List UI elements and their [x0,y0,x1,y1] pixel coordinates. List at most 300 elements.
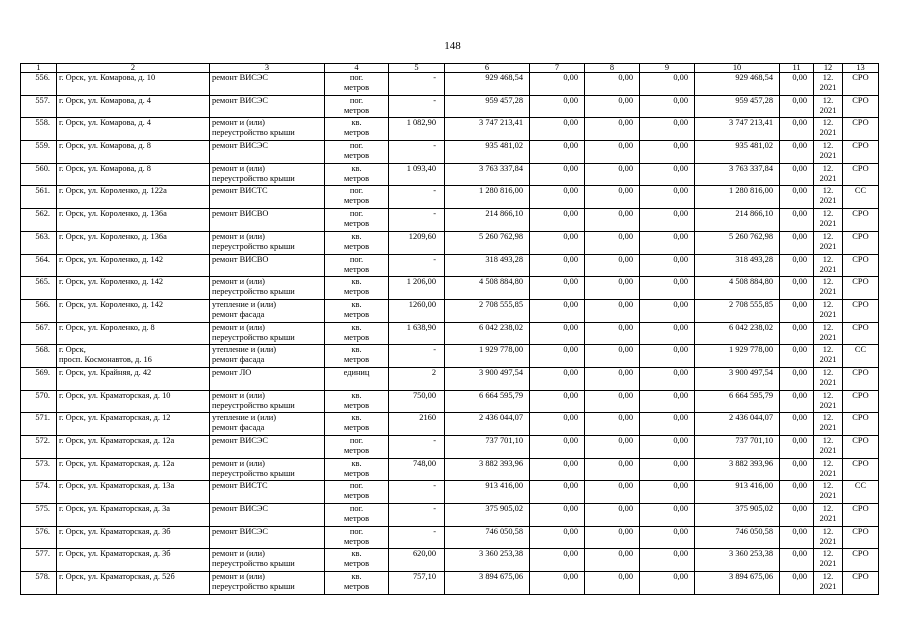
source-cell: СРО [843,254,879,277]
cost-cell-10: 375 905,02 [695,504,780,527]
fund-cell-7: 0,00 [530,504,585,527]
quantity-cell: 1 638,90 [389,322,445,345]
address-cell: г. Орск, ул. Комарова, д. 4 [57,95,210,118]
work-type-cell: ремонт ВИСЭС [210,73,325,96]
fund-cell-8: 0,00 [585,299,640,322]
source-cell: СРО [843,367,879,390]
fund-cell-7: 0,00 [530,345,585,368]
fund-cell-7: 0,00 [530,572,585,595]
fund-cell-7: 0,00 [530,322,585,345]
table-row [21,95,879,118]
row-number: 560. [21,163,57,186]
fund-cell-8: 0,00 [585,141,640,164]
table-row [21,254,879,277]
row-number: 571. [21,413,57,436]
table-row [21,526,879,549]
date-cell: 12. 2021 [814,163,843,186]
cost-cell-11: 0,00 [780,481,814,504]
fund-cell-9: 0,00 [640,299,695,322]
date-cell: 12. 2021 [814,322,843,345]
fund-cell-7: 0,00 [530,390,585,413]
fund-cell-8: 0,00 [585,413,640,436]
source-cell: СРО [843,504,879,527]
unit-cell: кв. метров [325,322,389,345]
source-cell: СРО [843,458,879,481]
column-header-9: 9 [640,64,695,73]
cost-cell-11: 0,00 [780,526,814,549]
quantity-cell: - [389,254,445,277]
unit-cell: пог. метров [325,141,389,164]
fund-cell-7: 0,00 [530,163,585,186]
row-number: 577. [21,549,57,572]
total-cost-cell: 746 050,58 [445,526,530,549]
date-cell: 12. 2021 [814,413,843,436]
unit-cell: кв. метров [325,413,389,436]
cost-cell-11: 0,00 [780,73,814,96]
row-number: 556. [21,73,57,96]
total-cost-cell: 4 508 884,80 [445,277,530,300]
row-number: 575. [21,504,57,527]
quantity-cell: 1 206,00 [389,277,445,300]
total-cost-cell: 5 260 762,98 [445,231,530,254]
quantity-cell: - [389,504,445,527]
fund-cell-9: 0,00 [640,73,695,96]
date-cell: 12. 2021 [814,73,843,96]
quantity-cell: - [389,481,445,504]
column-header-4: 4 [325,64,389,73]
fund-cell-7: 0,00 [530,73,585,96]
cost-cell-11: 0,00 [780,118,814,141]
table-row [21,390,879,413]
address-cell: г. Орск, ул. Крайняя, д. 42 [57,367,210,390]
quantity-cell: - [389,436,445,459]
row-number: 578. [21,572,57,595]
column-header-6: 6 [445,64,530,73]
table-row [21,277,879,300]
total-cost-cell: 1 280 816,00 [445,186,530,209]
date-cell: 12. 2021 [814,299,843,322]
cost-cell-11: 0,00 [780,504,814,527]
row-number: 574. [21,481,57,504]
row-number: 558. [21,118,57,141]
total-cost-cell: 3 882 393,96 [445,458,530,481]
row-number: 562. [21,209,57,232]
quantity-cell: - [389,345,445,368]
cost-cell-11: 0,00 [780,549,814,572]
address-cell: г. Орск, ул. Краматорская, д. 3б [57,549,210,572]
total-cost-cell: 935 481,02 [445,141,530,164]
work-type-cell: утепление и (или) ремонт фасада [210,345,325,368]
table-row [21,322,879,345]
work-type-cell: ремонт ВИСТС [210,481,325,504]
address-cell: г. Орск, ул. Краматорская, д. 12 [57,413,210,436]
table-row [21,504,879,527]
table-row [21,186,879,209]
unit-cell: кв. метров [325,231,389,254]
fund-cell-9: 0,00 [640,231,695,254]
cost-cell-11: 0,00 [780,390,814,413]
row-number: 561. [21,186,57,209]
cost-cell-11: 0,00 [780,163,814,186]
fund-cell-7: 0,00 [530,254,585,277]
fund-cell-9: 0,00 [640,322,695,345]
cost-cell-11: 0,00 [780,572,814,595]
cost-cell-10: 3 763 337,84 [695,163,780,186]
work-type-cell: утепление и (или) ремонт фасада [210,413,325,436]
table-row [21,209,879,232]
date-cell: 12. 2021 [814,549,843,572]
fund-cell-8: 0,00 [585,458,640,481]
fund-cell-9: 0,00 [640,254,695,277]
fund-cell-9: 0,00 [640,481,695,504]
fund-cell-8: 0,00 [585,526,640,549]
work-type-cell: ремонт ЛО [210,367,325,390]
row-number: 557. [21,95,57,118]
row-number: 567. [21,322,57,345]
work-type-cell: ремонт и (или) переустройство крыши [210,231,325,254]
address-cell: г. Орск, ул. Краматорская, д. 3б [57,526,210,549]
fund-cell-9: 0,00 [640,413,695,436]
total-cost-cell: 1 929 778,00 [445,345,530,368]
quantity-cell: 2 [389,367,445,390]
fund-cell-9: 0,00 [640,277,695,300]
column-header-5: 5 [389,64,445,73]
fund-cell-7: 0,00 [530,299,585,322]
source-cell: СРО [843,141,879,164]
cost-cell-11: 0,00 [780,458,814,481]
fund-cell-9: 0,00 [640,141,695,164]
work-type-cell: ремонт ВИСЭС [210,141,325,164]
work-type-cell: ремонт и (или) переустройство крыши [210,458,325,481]
cost-cell-10: 3 747 213,41 [695,118,780,141]
address-cell: г. Орск, ул. Короленко, д. 122а [57,186,210,209]
fund-cell-9: 0,00 [640,163,695,186]
quantity-cell: - [389,526,445,549]
quantity-cell: - [389,141,445,164]
address-cell: г. Орск, ул. Короленко, д. 136а [57,209,210,232]
total-cost-cell: 2 436 044,07 [445,413,530,436]
table-row [21,572,879,595]
unit-cell: кв. метров [325,572,389,595]
quantity-cell: 748,00 [389,458,445,481]
work-type-cell: ремонт и (или) переустройство крыши [210,322,325,345]
fund-cell-8: 0,00 [585,322,640,345]
source-cell: СС [843,481,879,504]
fund-cell-7: 0,00 [530,549,585,572]
row-number: 564. [21,254,57,277]
cost-cell-10: 746 050,58 [695,526,780,549]
quantity-cell: 1 093,40 [389,163,445,186]
works-table [20,63,879,595]
unit-cell: кв. метров [325,549,389,572]
table-row [21,481,879,504]
fund-cell-9: 0,00 [640,367,695,390]
work-type-cell: ремонт и (или) переустройство крыши [210,390,325,413]
total-cost-cell: 318 493,28 [445,254,530,277]
unit-cell: пог. метров [325,209,389,232]
cost-cell-10: 3 900 497,54 [695,367,780,390]
table-row [21,367,879,390]
date-cell: 12. 2021 [814,436,843,459]
table-row [21,413,879,436]
fund-cell-8: 0,00 [585,549,640,572]
unit-cell: кв. метров [325,163,389,186]
cost-cell-10: 2 436 044,07 [695,413,780,436]
cost-cell-10: 737 701,10 [695,436,780,459]
row-number: 570. [21,390,57,413]
row-number: 569. [21,367,57,390]
work-type-cell: ремонт и (или) переустройство крыши [210,549,325,572]
column-header-8: 8 [585,64,640,73]
address-cell: г. Орск, ул. Комарова, д. 8 [57,163,210,186]
cost-cell-10: 318 493,28 [695,254,780,277]
fund-cell-8: 0,00 [585,390,640,413]
table-row [21,436,879,459]
total-cost-cell: 913 416,00 [445,481,530,504]
date-cell: 12. 2021 [814,118,843,141]
fund-cell-8: 0,00 [585,209,640,232]
fund-cell-7: 0,00 [530,277,585,300]
cost-cell-11: 0,00 [780,231,814,254]
fund-cell-7: 0,00 [530,231,585,254]
fund-cell-8: 0,00 [585,186,640,209]
work-type-cell: ремонт ВИСЭС [210,504,325,527]
address-cell: г. Орск, ул. Комарова, д. 10 [57,73,210,96]
quantity-cell: - [389,95,445,118]
row-number: 559. [21,141,57,164]
cost-cell-10: 959 457,28 [695,95,780,118]
work-type-cell: ремонт и (или) переустройство крыши [210,277,325,300]
fund-cell-7: 0,00 [530,458,585,481]
column-header-12: 12 [814,64,843,73]
cost-cell-10: 929 468,54 [695,73,780,96]
cost-cell-10: 1 929 778,00 [695,345,780,368]
total-cost-cell: 737 701,10 [445,436,530,459]
work-type-cell: ремонт и (или) переустройство крыши [210,572,325,595]
quantity-cell: 1260,00 [389,299,445,322]
table-row [21,458,879,481]
cost-cell-11: 0,00 [780,322,814,345]
fund-cell-8: 0,00 [585,277,640,300]
fund-cell-7: 0,00 [530,209,585,232]
address-cell: г. Орск, ул. Краматорская, д. 10 [57,390,210,413]
total-cost-cell: 3 900 497,54 [445,367,530,390]
fund-cell-8: 0,00 [585,118,640,141]
fund-cell-7: 0,00 [530,95,585,118]
cost-cell-11: 0,00 [780,141,814,164]
date-cell: 12. 2021 [814,390,843,413]
total-cost-cell: 214 866,10 [445,209,530,232]
total-cost-cell: 3 894 675,06 [445,572,530,595]
fund-cell-7: 0,00 [530,413,585,436]
unit-cell: пог. метров [325,254,389,277]
work-type-cell: ремонт ВИСЭС [210,95,325,118]
fund-cell-8: 0,00 [585,254,640,277]
fund-cell-7: 0,00 [530,367,585,390]
unit-cell: кв. метров [325,345,389,368]
total-cost-cell: 3 763 337,84 [445,163,530,186]
quantity-cell: - [389,73,445,96]
date-cell: 12. 2021 [814,572,843,595]
address-cell: г. Орск, ул. Краматорская, д. 13а [57,481,210,504]
fund-cell-9: 0,00 [640,390,695,413]
date-cell: 12. 2021 [814,345,843,368]
row-number: 573. [21,458,57,481]
work-type-cell: ремонт ВИСТС [210,186,325,209]
total-cost-cell: 375 905,02 [445,504,530,527]
quantity-cell: 1 082,90 [389,118,445,141]
work-type-cell: ремонт ВИСВО [210,254,325,277]
column-header-2: 2 [57,64,210,73]
fund-cell-8: 0,00 [585,95,640,118]
fund-cell-7: 0,00 [530,118,585,141]
source-cell: СС [843,345,879,368]
column-header-10: 10 [695,64,780,73]
date-cell: 12. 2021 [814,141,843,164]
fund-cell-7: 0,00 [530,186,585,209]
fund-cell-9: 0,00 [640,572,695,595]
unit-cell: пог. метров [325,436,389,459]
source-cell: СРО [843,118,879,141]
source-cell: СРО [843,231,879,254]
fund-cell-9: 0,00 [640,549,695,572]
cost-cell-11: 0,00 [780,436,814,459]
cost-cell-11: 0,00 [780,186,814,209]
table-row [21,231,879,254]
fund-cell-7: 0,00 [530,436,585,459]
source-cell: СРО [843,436,879,459]
column-header-11: 11 [780,64,814,73]
cost-cell-11: 0,00 [780,299,814,322]
fund-cell-9: 0,00 [640,458,695,481]
source-cell: СРО [843,163,879,186]
source-cell: СРО [843,549,879,572]
cost-cell-11: 0,00 [780,367,814,390]
date-cell: 12. 2021 [814,254,843,277]
unit-cell: кв. метров [325,390,389,413]
source-cell: СРО [843,413,879,436]
cost-cell-10: 913 416,00 [695,481,780,504]
work-type-cell: ремонт и (или) переустройство крыши [210,163,325,186]
fund-cell-8: 0,00 [585,73,640,96]
address-cell: г. Орск, ул. Краматорская, д. 12а [57,458,210,481]
column-header-13: 13 [843,64,879,73]
row-number: 563. [21,231,57,254]
source-cell: СРО [843,390,879,413]
fund-cell-9: 0,00 [640,209,695,232]
unit-cell: пог. метров [325,481,389,504]
cost-cell-10: 6 042 238,02 [695,322,780,345]
cost-cell-11: 0,00 [780,413,814,436]
date-cell: 12. 2021 [814,504,843,527]
address-cell: г. Орск, ул. Короленко, д. 142 [57,254,210,277]
table-row [21,299,879,322]
fund-cell-7: 0,00 [530,141,585,164]
total-cost-cell: 3 747 213,41 [445,118,530,141]
unit-cell: кв. метров [325,277,389,300]
fund-cell-8: 0,00 [585,572,640,595]
fund-cell-8: 0,00 [585,504,640,527]
unit-cell: пог. метров [325,95,389,118]
column-number-row [21,64,879,73]
cost-cell-11: 0,00 [780,254,814,277]
column-header-7: 7 [530,64,585,73]
cost-cell-10: 1 280 816,00 [695,186,780,209]
unit-cell: пог. метров [325,504,389,527]
fund-cell-8: 0,00 [585,481,640,504]
unit-cell: единиц [325,367,389,390]
source-cell: СРО [843,95,879,118]
cost-cell-10: 6 664 595,79 [695,390,780,413]
date-cell: 12. 2021 [814,481,843,504]
cost-cell-10: 4 508 884,80 [695,277,780,300]
table-body [21,73,879,595]
quantity-cell: - [389,186,445,209]
total-cost-cell: 6 664 595,79 [445,390,530,413]
row-number: 565. [21,277,57,300]
fund-cell-9: 0,00 [640,95,695,118]
fund-cell-8: 0,00 [585,367,640,390]
page-number: 148 [444,40,461,52]
unit-cell: кв. метров [325,299,389,322]
column-header-1: 1 [21,64,57,73]
row-number: 566. [21,299,57,322]
source-cell: СРО [843,209,879,232]
quantity-cell: 750,00 [389,390,445,413]
cost-cell-11: 0,00 [780,95,814,118]
row-number: 568. [21,345,57,368]
date-cell: 12. 2021 [814,95,843,118]
fund-cell-9: 0,00 [640,186,695,209]
quantity-cell: - [389,209,445,232]
cost-cell-11: 0,00 [780,209,814,232]
fund-cell-8: 0,00 [585,231,640,254]
work-type-cell: ремонт ВИСЭС [210,526,325,549]
table-row [21,163,879,186]
fund-cell-7: 0,00 [530,526,585,549]
cost-cell-10: 935 481,02 [695,141,780,164]
quantity-cell: 757,10 [389,572,445,595]
date-cell: 12. 2021 [814,186,843,209]
cost-cell-11: 0,00 [780,345,814,368]
source-cell: СРО [843,73,879,96]
unit-cell: пог. метров [325,526,389,549]
quantity-cell: 2160 [389,413,445,436]
total-cost-cell: 2 708 555,85 [445,299,530,322]
address-cell: г. Орск, просп. Космонавтов, д. 16 [57,345,210,368]
table-row [21,118,879,141]
cost-cell-10: 2 708 555,85 [695,299,780,322]
table-row [21,549,879,572]
date-cell: 12. 2021 [814,367,843,390]
cost-cell-10: 3 360 253,38 [695,549,780,572]
address-cell: г. Орск, ул. Короленко, д. 8 [57,322,210,345]
address-cell: г. Орск, ул. Краматорская, д. 3а [57,504,210,527]
column-header-3: 3 [210,64,325,73]
fund-cell-9: 0,00 [640,436,695,459]
cost-cell-10: 3 894 675,06 [695,572,780,595]
date-cell: 12. 2021 [814,277,843,300]
total-cost-cell: 959 457,28 [445,95,530,118]
row-number: 572. [21,436,57,459]
cost-cell-10: 3 882 393,96 [695,458,780,481]
unit-cell: пог. метров [325,186,389,209]
source-cell: СС [843,186,879,209]
address-cell: г. Орск, ул. Короленко, д. 142 [57,277,210,300]
row-number: 576. [21,526,57,549]
table-row [21,345,879,368]
source-cell: СРО [843,572,879,595]
